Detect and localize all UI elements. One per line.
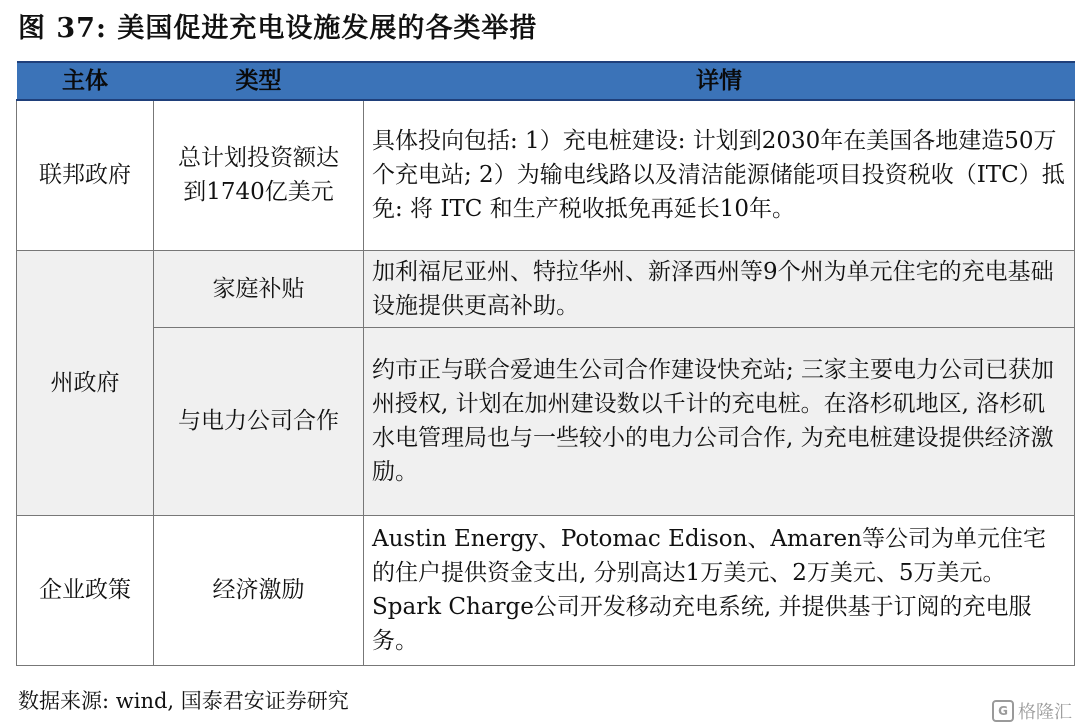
watermark-text: 格隆汇 bbox=[1018, 702, 1072, 723]
cell-type: 与电力公司合作 bbox=[154, 327, 364, 515]
policy-table bbox=[16, 61, 1075, 666]
cell-type: 家庭补贴 bbox=[154, 250, 364, 327]
table-row bbox=[17, 327, 1075, 515]
header-type: 类型 bbox=[154, 62, 364, 100]
cell-subject: 州政府 bbox=[17, 250, 154, 515]
figure-title: 图 37: 美国促进充电设施发展的各类举措 bbox=[18, 13, 538, 44]
cell-type: 总计划投资额达到1740亿美元 bbox=[154, 100, 364, 250]
table-row bbox=[17, 515, 1075, 665]
watermark-logo-icon: G bbox=[992, 700, 1014, 722]
header-detail: 详情 bbox=[364, 62, 1075, 100]
cell-detail: 具体投向包括: 1）充电桩建设: 计划到2030年在美国各地建造50万个充电站; 2）为输电线路以及清洁能源储能项目投资税收（ITC）抵免: 将 ITC 和生产税收抵免再延长10年。 bbox=[364, 100, 1075, 250]
watermark bbox=[992, 698, 1072, 724]
cell-detail: 加利福尼亚州、特拉华州、新泽西州等9个州为单元住宅的充电基础设施提供更高补助。 bbox=[364, 250, 1075, 327]
header-subject: 主体 bbox=[17, 62, 154, 100]
data-source-note: 数据来源: wind, 国泰君安证券研究 bbox=[18, 689, 349, 713]
cell-subject: 企业政策 bbox=[17, 515, 154, 665]
table-row bbox=[17, 250, 1075, 327]
table-row bbox=[17, 100, 1075, 250]
table-header-row bbox=[17, 62, 1075, 100]
cell-detail: 约市正与联合爱迪生公司合作建设快充站; 三家主要电力公司已获加州授权, 计划在加州建设数以千计的充电桩。在洛杉矶地区, 洛杉矶水电管理局也与一些较小的电力公司合作, 为充电桩建设提供经济激励。 bbox=[364, 327, 1075, 515]
cell-type: 经济激励 bbox=[154, 515, 364, 665]
cell-subject: 联邦政府 bbox=[17, 100, 154, 250]
cell-detail: Austin Energy、Potomac Edison、Amaren等公司为单元住宅的住户提供资金支出, 分别高达1万美元、2万美元、5万美元。Spark Charge公司开发移动充电系统, 并提供基于订阅的充电服务。 bbox=[364, 515, 1075, 665]
